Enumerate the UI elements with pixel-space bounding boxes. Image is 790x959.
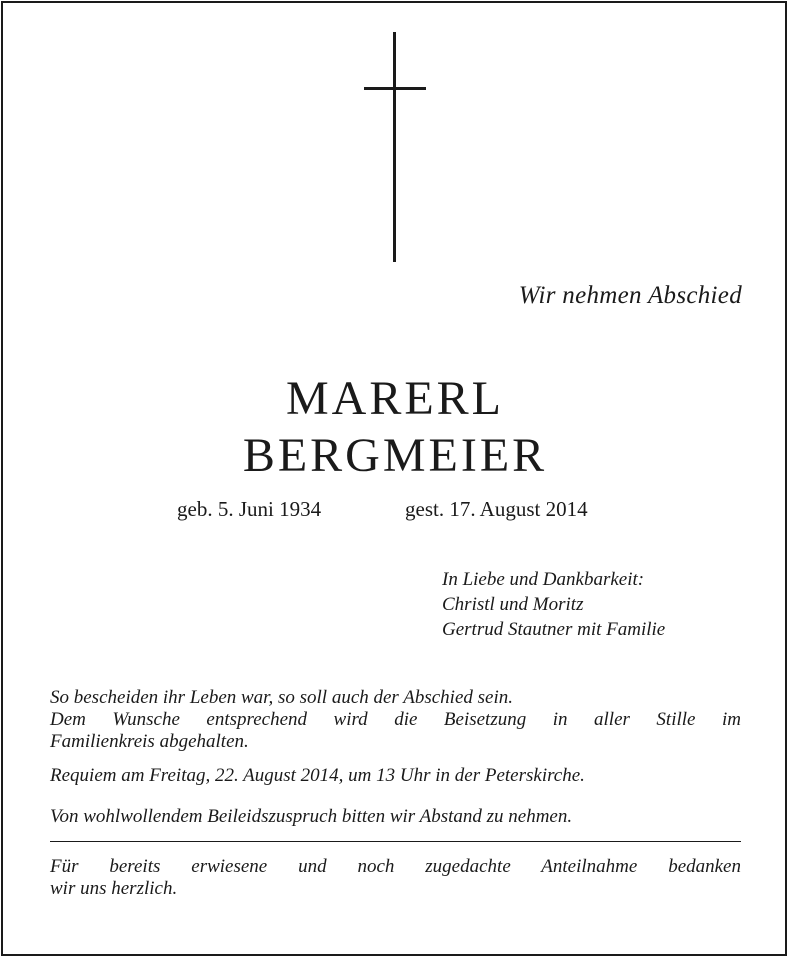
family-signature [442,567,665,642]
cross-vertical-bar [393,32,396,262]
cross-horizontal-bar [364,87,426,90]
family-dedication: In Liebe und Dankbarkeit: [442,569,645,590]
funeral-info-paragraph [50,687,741,753]
death-date: gest. 17. August 2014 [405,497,588,521]
requiem-info: Requiem am Freitag, 22. August 2014, um 13 Uhr in der Peterskirche. [50,765,585,786]
thanks-paragraph [50,856,741,900]
family-member-line: Gertrud Stautner mit Familie [442,619,666,640]
deceased-first-name: MARERL [285,372,504,425]
text-line: Dem Wunsche entsprechend wird die Beisetzung in aller Stille im [50,709,741,730]
text-line: So bescheiden ihr Leben war, so soll auch der Abschied sein. [50,687,513,708]
family-member-line: Christl und Moritz [442,594,584,615]
farewell-heading: Wir nehmen Abschied [518,282,742,309]
text-line: Für bereits erwiesene und noch zugedachte Anteilnahme bedanken [50,856,741,877]
text-line: Familienkreis abgehalten. [50,731,249,752]
divider [50,841,741,842]
deceased-last-name: BERGMEIER [242,429,548,482]
text-line: wir uns herzlich. [50,878,178,899]
birth-date: geb. 5. Juni 1934 [177,497,322,521]
condolence-request: Von wohlwollendem Beileidszuspruch bitten wir Abstand zu nehmen. [50,806,573,827]
